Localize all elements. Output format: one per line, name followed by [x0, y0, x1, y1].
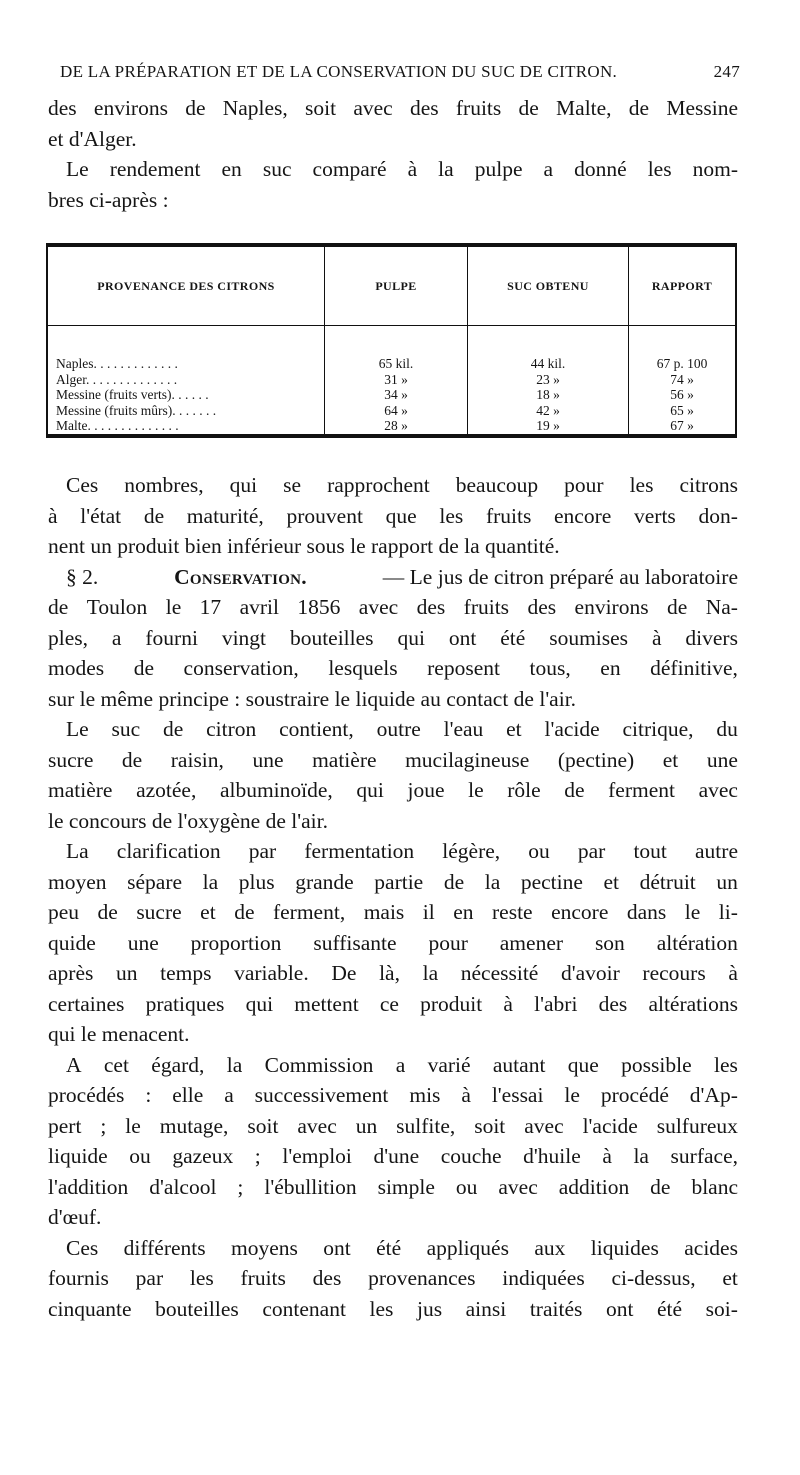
text-line: bres ci-après : — [48, 187, 169, 212]
text-line: à l'état de maturité, prouvent que les fruits encore verts don- — [48, 503, 738, 528]
text-line: nent un produit bien inférieur sous le rapport de la quantité. — [48, 534, 560, 558]
table-cell-juice: 23 » — [536, 371, 560, 387]
text-line: procédés : elle a successivement mis à l'essai le procédé d'Ap- — [48, 1083, 738, 1107]
text-line: cinquante bouteilles contenant les jus ainsi traités ont été soi- — [48, 1296, 738, 1321]
table-cell-ratio: 74 » — [670, 371, 694, 387]
juice-column — [468, 326, 629, 434]
table-cell-pulp: 28 » — [384, 418, 408, 433]
running-head-title: DE LA PRÉPARATION ET DE LA CONSERVATION DU SUC DE CITRON. — [60, 62, 618, 81]
text-line: l'addition d'alcool ; l'ébullition simple ou avec addition de blanc — [48, 1174, 738, 1199]
table-cell-juice: 42 » — [536, 402, 560, 418]
text-line: de Toulon le 17 avril 1856 avec des fruits des environs de Na- — [48, 595, 738, 619]
page-number: 247 — [713, 62, 740, 81]
text-line: Le suc de citron contient, outre l'eau et l'acide citrique, du — [66, 717, 738, 741]
table-cell-ratio: 56 » — [670, 387, 694, 402]
table-cell-origin: Malte. . . . . . . . . . . . . . — [56, 418, 179, 433]
column-header-juice: SUC OBTENU — [468, 247, 629, 326]
text-line: pert ; le mutage, soit avec un sulfite, soit avec l'acide sulfureux — [48, 1113, 738, 1138]
table-cell-pulp: 64 » — [384, 402, 408, 418]
text-line: matière azotée, albuminoïde, qui joue le rôle de ferment avec — [48, 778, 738, 802]
table-cell-origin: Messine (fruits mûrs). . . . . . . — [56, 402, 217, 418]
column-header-pulp: PULPE — [325, 247, 468, 326]
table-cell-pulp: 34 » — [384, 387, 408, 402]
table-cell-origin: Messine (fruits verts). . . . . . — [56, 387, 209, 402]
body-paragraphs — [48, 470, 738, 1324]
table-cell-pulp: 65 kil. — [378, 356, 414, 371]
text-line: ples, a fourni vingt bouteilles qui ont été soumises à divers — [48, 625, 738, 650]
text-line: et d'Alger. — [48, 126, 137, 151]
table-cell-juice: 18 » — [536, 387, 560, 402]
table-cell-ratio: 65 » — [670, 402, 694, 418]
intro-paragraphs — [48, 93, 738, 215]
text-line: d'œuf. — [48, 1205, 102, 1229]
text-line: le concours de l'oxygène de l'air. — [48, 808, 328, 833]
table-cell-ratio: 67 p. 100 — [656, 356, 708, 371]
text-line: modes de conservation, lesquels reposent tous, en définitive, — [48, 656, 738, 680]
table-cell-juice: 19 » — [536, 418, 560, 433]
text-line: sur le même principe : soustraire le liquide au contact de l'air. — [48, 686, 577, 711]
running-head — [60, 62, 740, 82]
text-line: Ces différents moyens ont été appliqués aux liquides acides — [66, 1235, 738, 1260]
text-line: qui le menacent. — [48, 1022, 190, 1046]
text-line: A cet égard, la Commission a varié autant que possible les — [66, 1052, 738, 1077]
text-line: sucre de raisin, une matière mucilagineuse (pectine) et une — [48, 747, 738, 772]
table-cell-origin: Alger. . . . . . . . . . . . . . — [56, 371, 178, 387]
text-line: fournis par les fruits des provenances indiquées ci-dessus, et — [48, 1266, 738, 1290]
text-line: liquide ou gazeux ; l'emploi d'une couche d'huile à la surface, — [48, 1144, 738, 1168]
text-line: après un temps variable. De là, la nécessité d'avoir recours à — [48, 961, 738, 985]
yield-table — [46, 243, 737, 438]
text-line: des environs de Naples, soit avec des fruits de Malte, de Messine — [48, 96, 738, 120]
text-line: moyen sépare la plus grande partie de la pectine et détruit un — [48, 869, 738, 894]
text-line: peu de sucre et de ferment, mais il en reste encore dans le li- — [48, 900, 738, 924]
text-line: certaines pratiques qui mettent ce produit à l'abri des altérations — [48, 991, 738, 1016]
section-number: § 2. — [66, 564, 99, 589]
column-header-ratio: RAPPORT — [629, 247, 736, 326]
text-line: Ces nombres, qui se rapprochent beaucoup pour les citrons — [66, 473, 738, 497]
text-line: quide une proportion suffisante pour amener son altération — [48, 930, 738, 955]
origin-column — [48, 326, 325, 434]
pulp-column — [325, 326, 468, 434]
table-cell-pulp: 31 » — [384, 371, 408, 387]
section-title: Conservation. — [174, 564, 307, 589]
text-line: La clarification par fermentation légère, ou par tout autre — [66, 839, 738, 863]
section-text: — Le jus de citron préparé au laboratoire — [382, 564, 738, 589]
table-cell-juice: 44 kil. — [530, 356, 566, 371]
table-cell-ratio: 67 » — [670, 418, 694, 433]
table-cell-origin: Naples. . . . . . . . . . . . . — [56, 356, 178, 371]
column-header-origin: PROVENANCE DES CITRONS — [48, 247, 325, 326]
ratio-column — [629, 326, 736, 434]
text-line: Le rendement en suc comparé à la pulpe a donné les nom- — [66, 157, 738, 181]
text-line — [48, 562, 738, 593]
